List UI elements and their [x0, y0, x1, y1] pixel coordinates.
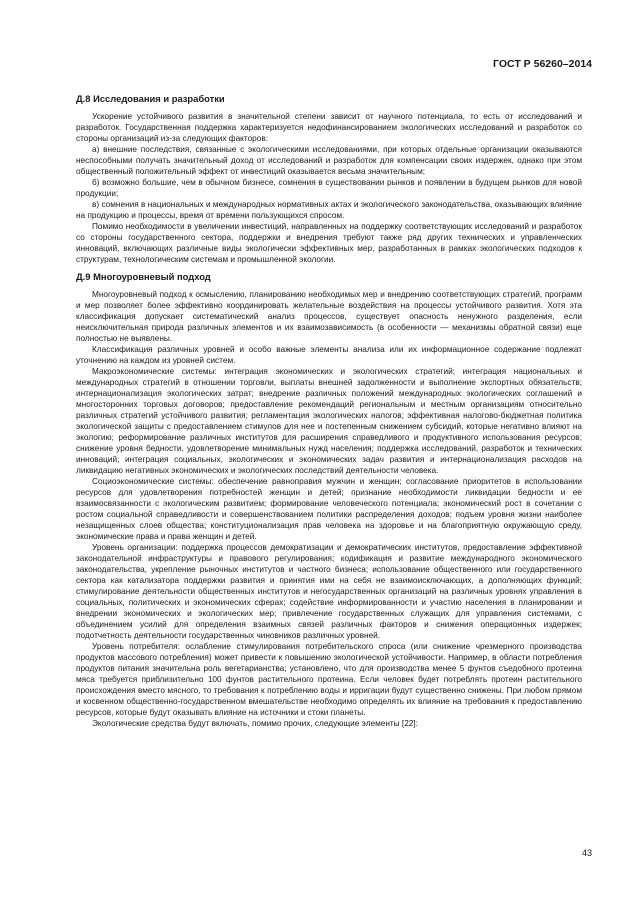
list-item-c: в) сомнения в национальных и международных нормативных актах и экологического законодательства, оказывающих влияние на продукцию и процессы, время от времени пользующихся спросом.	[76, 200, 582, 220]
list-item-b: б) возможно большие, чем в обычном бизнесе, сомнения в существовании рынков и появлении в будущем рынков для новой продукции;	[76, 178, 582, 198]
paragraph: Ускорение устойчивого развития в значительной степени зависит от научного потенциала, то есть от исследований и разработок. Государственная поддержка характеризуется недофинансированием экологических исследований и разработок со стороны организаций из-за следующих факторов:	[76, 112, 582, 143]
paragraph-macroeconomic: Макроэкономические системы: интеграция экономических и экологических стратегий; интеграция национальных и международных стратегий в отношении торговли, выплаты внешней задолженности и выполнение экспортных обязательств; интернационализация экологических затрат; внедрение различных положений международных экологических соглашений и многосторонних торговых договоров; предоставление рекомендаций региональным и местным организациям относительно различных стратегий устойчивого развития; регламентация экологических налогов; эффективная налогово-бюджетная политика экологической защиты с предоставлением стимулов для нее и постепенным снижением субсидий, которые негативно влияют на экологию; реформирование различных институтов для расширения справедливого и продуктивного использования ресурсов; снижение уровня бедности, удовлетворение минимальных нужд населения; поддержка исследований, разработок и технических инноваций; интеграция социальных, экологических и экономических задач развития и интернационализация расходов на ликвидацию негативных экономических и экологических последствий деятельности человека.	[76, 367, 582, 475]
document-code: ГОСТ Р 56260–2014	[493, 58, 592, 70]
section-heading-d8: Д.8 Исследования и разработки	[76, 93, 225, 104]
list-item-a: а) внешние последствия, связанные с экологическими исследованиями, при которых отдельные организации оказываются неспособными получать значительный доход от исследований и разработок для компенсации своих издержек, однако при этом общественный положительный эффект от инвестиций оказывается весьма значительным;	[76, 145, 582, 176]
paragraph: Классификация различных уровней и особо важные элементы анализа или их информационное содержание подлежат уточнению на каждом из уровней систем.	[76, 345, 582, 365]
paragraph: Многоуровневый подход к осмыслению, планированию необходимых мер и внедрению соответствующих стратегий, программ и мер позволяет более эффективно координировать желательные воздействия на процессы устойчивого развития. Хотя эта классификация допускает систематический анализ процессов, существует опасность ненужного разделения, если неисключительная природа различных элементов и их взаимозависимость (в особенности — механизмы обратной связи) еще полностью не выявлены.	[76, 290, 582, 343]
paragraph-organization-level: Уровень организации: поддержка процессов демократизации и демократических институтов, предоставление эффективной законодательной инфраструктуры и правового регулирования; кодификация и развитие международного экономического законодательства, укрепление рыночных институтов и частного бизнеса; использование общественного или государственного сектора как катализатора поддержки развития и принятия ими на себя не взаимоисключающих, а дополняющих функций; стимулирование деятельности общественных институтов и негосударственных организаций на различных уровнях управления в социальных, политических и экономических сферах; содействие информированности и участию населения в планировании и внедрении экономических и экологических мер; привлечение государственных служащих для управления системами, с объединением усилий для определения взаимных связей различных факторов и снижения операционных издержек; подотчетность деятельности государственных чиновников различных уровней.	[76, 543, 582, 640]
section-heading-d9: Д.9 Многоуровневый подход	[76, 271, 211, 282]
page-number: 43	[581, 848, 592, 858]
paragraph-socioeconomic: Социоэкономические системы: обеспечение равноправия мужчин и женщин; согласование приоритетов в использовании ресурсов для удовлетворения потребностей женщин и детей; признание необходимости ликвидации бедности и ее взаимосвязанности с экологическим развитием; формирование человеческого потенциала; экономический рост в сочетании с ростом социальной справедливости и совершенствованием политики распределения доходов; подъем уровня жизни наиболее незащищенных слоев общества; конституционализация прав человека на здоровье и на благоприятную окружающую среду, экономические права и права женщин и детей.	[76, 477, 582, 541]
paragraph: Помимо необходимости в увеличении инвестиций, направленных на поддержку соответствующих исследований и разработок со стороны государственного сектора, поддержки и внедрения требуют также ряд других технических и управленческих инноваций, включающих различные виды экологически эффективных мер, разработанных в рамках экологических подходов к структурам, технологическим системам и промышленной экологии.	[76, 222, 582, 264]
page-content	[76, 93, 582, 729]
paragraph-consumer-level: Уровень потребителя: ослабление стимулирования потребительского спроса (или снижение чрезмерного производства продуктов массового потребления) может привести к повышению экологической устойчивости. Например, в области потребления продуктов питания значительна роль вегетарианства; установлено, что для производства менее 5 фунтов съедобного протеина мяса требуется приблизительно 100 фунтов растительного протеина. Если человек будет потреблять протеин растительного происхождения вместо мясного, то требования к потреблению воды и ирригации будут существенно снижены. При любом прямом и косвенном общественно-государственном вмешательстве необходимо определять их влияние на требования к предоставлению ресурсов, которые будут оказывать влияние на источники и стоки планеты.	[76, 642, 582, 717]
paragraph: Экологические средства будут включать, помимо прочих, следующие элементы [22]:	[92, 719, 418, 728]
